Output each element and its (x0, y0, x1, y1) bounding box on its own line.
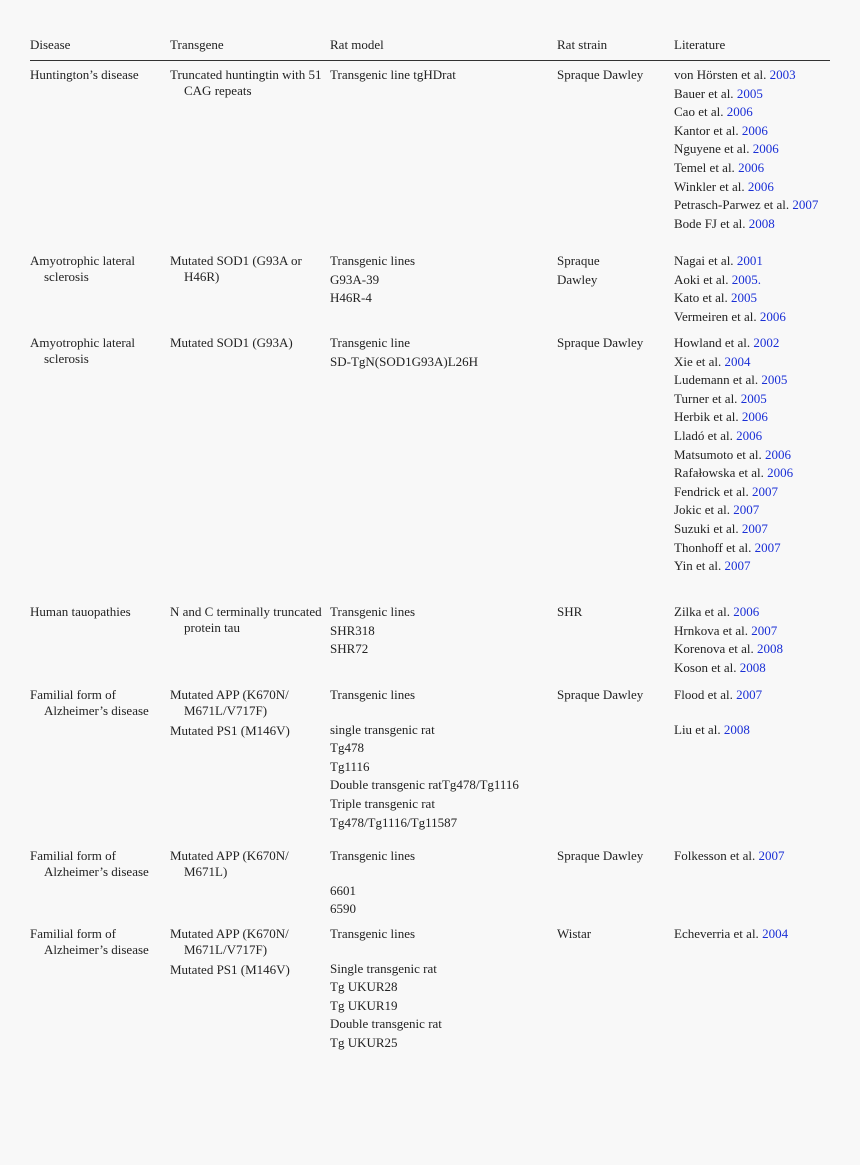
cell-literature (674, 687, 834, 740)
header-disease: Disease (30, 37, 71, 52)
reference-authors: Bauer et al. (674, 85, 734, 101)
reference-item (674, 445, 834, 466)
model-line: Transgenic lines (330, 926, 416, 941)
reference-item (674, 370, 834, 391)
reference-authors: Nguyene et al. (674, 141, 750, 157)
reference-item (674, 639, 834, 660)
header-literature: Literature (674, 37, 726, 52)
reference-year-link[interactable]: 2006 (752, 141, 779, 157)
reference-authors: Xie et al. (674, 353, 722, 369)
reference-year-link[interactable]: 2007 (758, 848, 785, 863)
model-line: Transgenic lines (330, 848, 416, 863)
reference-item (674, 658, 834, 679)
disease-text: Amyotrophic lateral sclerosis (30, 253, 136, 284)
reference-item (674, 556, 834, 577)
strain-line: Spraque (557, 253, 600, 268)
reference-year-link[interactable]: 2001 (736, 253, 763, 268)
model-line: 6601 (330, 882, 356, 898)
model-line: Tg UKUR19 (330, 997, 398, 1013)
reference-authors: Temel et al. (674, 159, 735, 175)
reference-item (674, 333, 834, 354)
model-line: Transgenic lines (330, 253, 416, 268)
reference-authors: Koson et al. (674, 659, 737, 675)
cell-rat-strain (557, 687, 667, 706)
table-header (30, 36, 830, 61)
cell-rat-model (330, 335, 550, 372)
disease-text: Familial form of Alzheimer’s disease (30, 926, 149, 957)
reference-year-link[interactable]: 2006 (726, 104, 753, 120)
model-line: Double transgenic ratTg478/Tg1116 (330, 777, 519, 793)
model-line: H46R-4 (330, 290, 372, 306)
reference-authors: Rafałowska et al. (674, 465, 764, 481)
model-line: SHR72 (330, 641, 369, 657)
model-line: Tg UKUR28 (330, 979, 398, 995)
reference-year-link[interactable]: 2002 (753, 335, 780, 350)
cell-transgene (170, 604, 325, 640)
transgene-text: N and C terminally truncated protein tau (170, 604, 322, 635)
reference-item (674, 158, 834, 179)
transgene-text: Mutated SOD1 (G93A or H46R) (170, 253, 302, 284)
reference-year-link[interactable]: 2008 (757, 641, 784, 657)
cell-rat-model (330, 67, 550, 86)
reference-item (674, 924, 834, 945)
reference-authors: Bode FJ et al. (674, 215, 746, 231)
reference-authors: Kato et al. (674, 290, 728, 306)
cell-disease (30, 604, 160, 624)
reference-authors: Folkesson et al. (674, 848, 756, 863)
reference-item (674, 121, 834, 142)
strain-line: Wistar (557, 926, 592, 941)
reference-item (674, 389, 834, 410)
reference-item (674, 270, 834, 291)
reference-year-link[interactable]: 2004 (724, 353, 751, 369)
reference-year-link[interactable]: 2006 (747, 178, 774, 194)
reference-year-link[interactable]: 2004 (762, 926, 789, 941)
strain-line: Spraque Dawley (557, 848, 644, 863)
cell-transgene (170, 253, 325, 289)
reference-item (674, 214, 834, 235)
transgene-text: Mutated PS1 (M146V) (170, 962, 290, 977)
reference-item (674, 84, 834, 105)
transgene-text: Mutated PS1 (M146V) (170, 723, 290, 738)
reference-authors: Korenova et al. (674, 641, 754, 657)
model-line: 6590 (330, 901, 356, 917)
reference-authors: Nagai et al. (674, 253, 734, 268)
cell-disease (30, 687, 160, 723)
reference-item (674, 288, 834, 309)
cell-rat-strain (557, 335, 667, 354)
cell-transgene (170, 335, 325, 355)
strain-line: Spraque Dawley (557, 67, 644, 82)
cell-literature (674, 926, 834, 945)
reference-year-link[interactable]: 2008 (739, 659, 766, 675)
strain-line: Spraque Dawley (557, 335, 644, 350)
reference-year-link[interactable]: 2005 (761, 372, 788, 388)
reference-year-link[interactable]: 2007 (724, 558, 751, 574)
strain-line: Spraque Dawley (557, 687, 644, 702)
cell-transgene (170, 67, 325, 103)
model-line: Double transgenic rat (330, 1016, 442, 1032)
reference-authors: Vermeiren et al. (674, 308, 757, 324)
strain-line: SHR (557, 604, 583, 619)
reference-year-link[interactable]: 2006 (738, 159, 765, 175)
cell-rat-strain (557, 253, 667, 290)
reference-item (674, 500, 834, 521)
disease-text: Amyotrophic lateral sclerosis (30, 335, 136, 366)
cell-literature (674, 848, 834, 867)
disease-text: Human tauopathies (30, 604, 131, 619)
reference-item (674, 463, 834, 484)
reference-item (674, 251, 834, 272)
header-transgene: Transgene (170, 37, 224, 52)
cell-transgene (170, 926, 325, 982)
reference-year-link[interactable]: 2007 (741, 520, 768, 536)
model-line: SD-TgN(SOD1G93A)L26H (330, 353, 479, 369)
reference-year-link[interactable]: 2006 (741, 409, 768, 425)
model-line: Transgenic lines (330, 687, 416, 702)
cell-rat-strain (557, 67, 667, 86)
reference-year-link[interactable]: 2005 (731, 290, 758, 306)
reference-item (674, 139, 834, 160)
reference-year-link[interactable]: 2007 (751, 622, 778, 638)
reference-year-link[interactable]: 2007 (751, 483, 778, 499)
reference-year-link[interactable]: 2006 (767, 465, 794, 481)
reference-authors: Herbik et al. (674, 409, 739, 425)
model-line: Triple transgenic rat (330, 795, 435, 811)
reference-item (674, 195, 834, 216)
model-line: Tg478 (330, 740, 364, 756)
reference-year-link[interactable]: 2007 (733, 502, 760, 518)
reference-item (674, 307, 834, 328)
transgene-text: Mutated APP (K670N/ M671L) (170, 848, 289, 879)
reference-year-link[interactable]: 2008 (748, 215, 775, 231)
reference-year-link[interactable]: 2006 (765, 446, 791, 462)
cell-rat-model (330, 253, 550, 309)
reference-authors: Cao et al. (674, 104, 724, 120)
reference-item (674, 602, 834, 623)
reference-authors: Fendrick et al. (674, 483, 749, 499)
reference-authors: Aoki et al. (674, 271, 729, 287)
reference-authors: Hrnkova et al. (674, 622, 749, 638)
reference-item (674, 846, 834, 867)
reference-year-link[interactable]: 2007 (754, 539, 781, 555)
model-line: Transgenic line (330, 335, 411, 350)
reference-item (674, 352, 834, 373)
reference-authors: Lladó et al. (674, 427, 733, 443)
transgene-text: Mutated APP (K670N/ M671L/V717F) (170, 687, 289, 718)
cell-disease (30, 335, 160, 371)
reference-authors: Winkler et al. (674, 178, 745, 194)
header-rat-model: Rat model (330, 37, 384, 52)
reference-authors: Liu et al. (674, 721, 721, 737)
model-line: Tg478/Tg1116/Tg11587 (330, 814, 458, 830)
reference-year-link[interactable]: 2006 (736, 427, 763, 443)
reference-year-link[interactable]: 2005 (736, 85, 763, 101)
transgene-text: Truncated huntingtin with 51 CAG repeats (170, 67, 322, 98)
reference-year-link[interactable]: 2003 (769, 67, 796, 82)
reference-authors: Suzuki et al. (674, 520, 739, 536)
reference-authors: Ludemann et al. (674, 372, 759, 388)
cell-literature (674, 67, 834, 234)
reference-authors: Kantor et al. (674, 122, 739, 138)
transgene-text: Mutated SOD1 (G93A) (170, 335, 293, 350)
reference-authors: Jokic et al. (674, 502, 730, 518)
disease-text: Familial form of Alzheimer’s disease (30, 687, 149, 718)
reference-year-link[interactable]: 2006 (733, 604, 760, 619)
model-line: Tg UKUR25 (330, 1034, 398, 1050)
reference-authors: Thonhoff et al. (674, 539, 752, 555)
header-rat-strain: Rat strain (557, 37, 608, 52)
cell-transgene (170, 687, 325, 743)
model-line: single transgenic rat (330, 721, 435, 737)
reference-item (674, 685, 834, 706)
model-line: Transgenic line tgHDrat (330, 67, 456, 82)
cell-disease (30, 926, 160, 962)
reference-year-link[interactable]: 2005 (740, 390, 767, 406)
reference-item (674, 65, 834, 86)
cell-rat-strain (557, 848, 667, 867)
cell-literature (674, 335, 834, 577)
cell-rat-model (330, 604, 550, 660)
model-line: G93A-39 (330, 271, 380, 287)
reference-year-link[interactable]: 2006 (741, 122, 768, 138)
reference-year-link[interactable]: 2008 (723, 721, 750, 737)
cell-transgene (170, 848, 325, 884)
cell-rat-model (330, 848, 550, 920)
reference-authors: Matsumoto et al. (674, 446, 762, 462)
cell-rat-strain (557, 926, 667, 945)
reference-item (674, 519, 834, 540)
reference-item (674, 482, 834, 503)
model-line: Single transgenic rat (330, 960, 437, 976)
reference-item (674, 426, 834, 447)
reference-item (674, 177, 834, 198)
reference-authors: Flood et al. (674, 687, 733, 702)
cell-literature (674, 604, 834, 678)
reference-authors: Petrasch-Parwez et al. (674, 197, 790, 213)
reference-item (674, 621, 834, 642)
disease-text: Familial form of Alzheimer’s disease (30, 848, 149, 879)
cell-rat-model (330, 926, 550, 1054)
reference-item (674, 407, 834, 428)
disease-text: Huntington’s disease (30, 67, 139, 82)
cell-disease (30, 253, 160, 289)
reference-authors: Howland et al. (674, 335, 751, 350)
reference-year-link[interactable]: 2005. (731, 271, 762, 287)
reference-item (674, 102, 834, 123)
cell-literature (674, 253, 834, 327)
reference-authors: von Hörsten et al. (674, 67, 767, 82)
model-line: SHR318 (330, 622, 375, 638)
reference-authors: Zilka et al. (674, 604, 730, 619)
strain-line: Dawley (557, 271, 598, 287)
reference-item (674, 538, 834, 559)
reference-item (674, 720, 834, 741)
reference-year-link[interactable]: 2006 (759, 308, 786, 324)
cell-rat-strain (557, 604, 667, 623)
reference-authors: Echeverria et al. (674, 926, 759, 941)
cell-disease (30, 848, 160, 884)
reference-year-link[interactable]: 2007 (792, 197, 819, 213)
reference-year-link[interactable]: 2007 (736, 687, 763, 702)
reference-authors: Yin et al. (674, 558, 722, 574)
cell-rat-model (330, 687, 550, 833)
reference-authors: Turner et al. (674, 390, 738, 406)
cell-disease (30, 67, 160, 87)
model-line: Transgenic lines (330, 604, 416, 619)
model-line: Tg1116 (330, 758, 370, 774)
transgene-text: Mutated APP (K670N/ M671L/V717F) (170, 926, 289, 957)
